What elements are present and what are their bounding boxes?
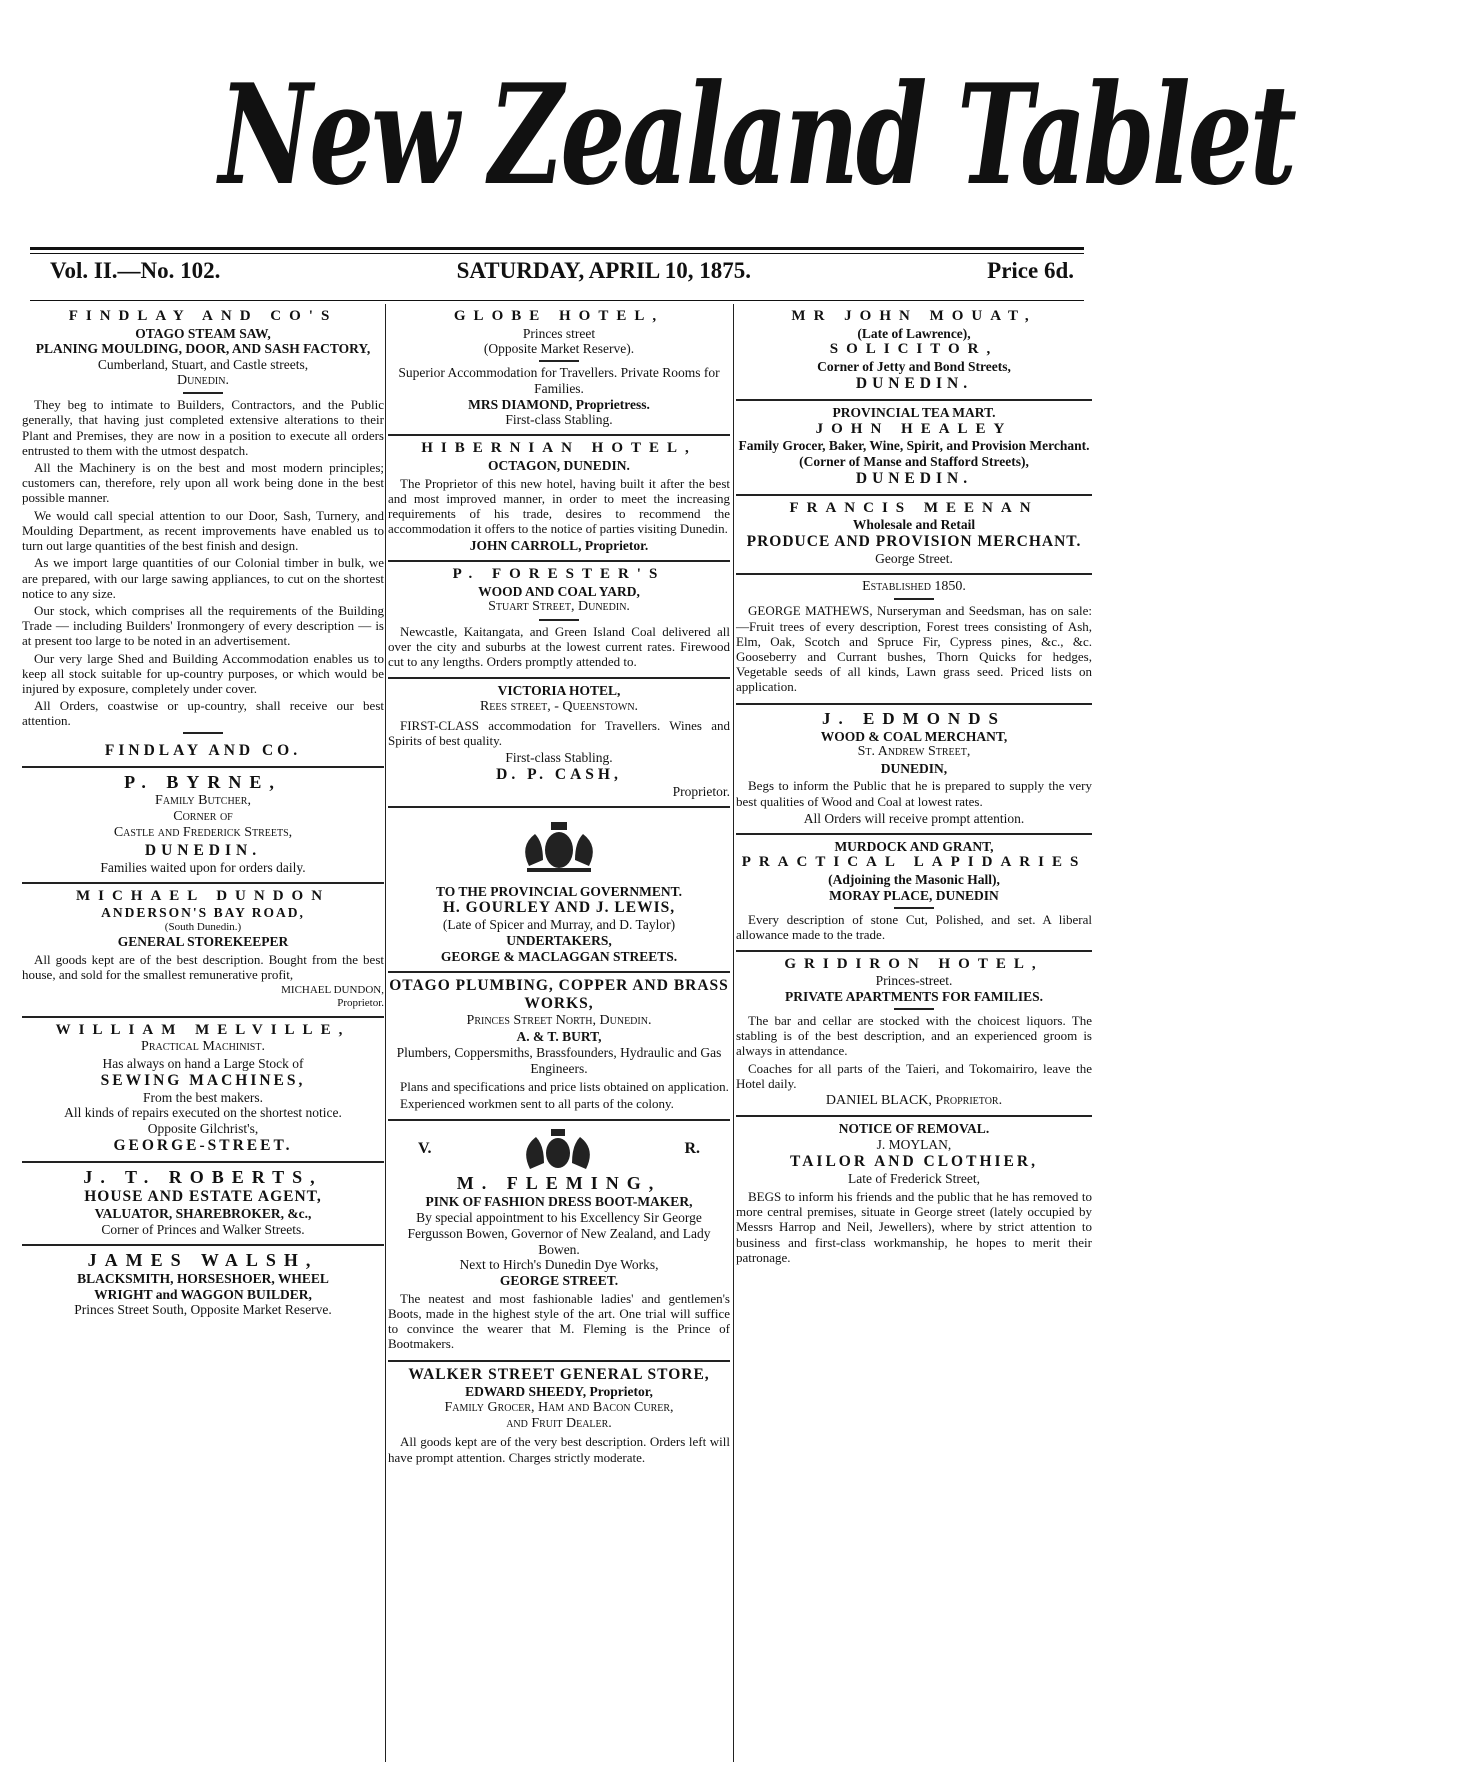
column-1	[22, 304, 384, 1762]
ad-line: GEORGE-STREET.	[113, 1137, 293, 1154]
ad-body: Our stock, which comprises all the requirements of the Building Trade — including Builders' Ironmongery of every description — is at present too large to be noted in an advertisement.	[22, 602, 384, 649]
ad-signature-title: Proprietor.	[337, 996, 384, 1009]
ad-line: SOLICITOR,	[829, 341, 999, 358]
ad-line: and Fruit Dealer.	[506, 1415, 612, 1431]
ad-line: Opposite Gilchrist's,	[147, 1121, 259, 1137]
ad-fleming	[388, 1119, 730, 1360]
ad-meenan	[736, 494, 1092, 573]
ad-line: Princes street	[522, 325, 596, 341]
ad-line: TAILOR AND CLOTHIER,	[790, 1152, 1038, 1170]
ad-body: BEGS to inform his friends and the public that he has removed to more central premises, situate in George street (lately occupied by Messrs Harrop and Neil, Jewellers), where by strict attention to business and first-class workmanship, he hopes to merit their patronage.	[736, 1188, 1092, 1265]
warrant-v: V.	[418, 1139, 432, 1157]
ad-moylan	[736, 1115, 1092, 1272]
ad-heading: H. GOURLEY AND J. LEWIS,	[442, 899, 676, 917]
ad-line: Established 1850.	[862, 579, 966, 595]
ad-line: Family Grocer, Baker, Wine, Spirit, and Provision Merchant.	[738, 438, 1090, 454]
ad-line: A. & T. BURT,	[516, 1029, 602, 1045]
ad-line: (Opposite Market Reserve).	[483, 341, 635, 357]
ad-heading: JOHN HEALEY	[815, 420, 1013, 437]
ad-heading: P. FORESTER'S	[452, 566, 666, 583]
ad-body: All goods kept are of the very best description. Orders left will have prompt attention. Charges strictly moderate.	[388, 1434, 730, 1465]
ad-line: Family Butcher,	[155, 792, 251, 808]
ad-line: BLACKSMITH, HORSESHOER, WHEEL	[77, 1270, 329, 1286]
column-divider	[733, 304, 734, 1762]
ad-line: Rees street, - Queenstown.	[479, 699, 639, 715]
ad-line: MURDOCK AND GRANT,	[834, 838, 994, 854]
ad-heading: MR JOHN MOUAT,	[791, 308, 1037, 324]
ad-globe	[388, 304, 730, 434]
ad-line: Plumbers, Coppersmiths, Brassfounders, Hydraulic and Gas Engineers.	[396, 1045, 722, 1076]
ad-heading: FINDLAY AND CO'S	[68, 308, 338, 324]
ad-body: Superior Accommodation for Travellers. Private Rooms for Families.	[398, 365, 720, 396]
ad-line: Castle and Frederick Streets,	[113, 825, 293, 841]
ad-line: ANDERSON'S BAY ROAD,	[101, 905, 305, 921]
ad-heading: JAMES WALSH,	[87, 1249, 319, 1270]
ad-body: Newcastle, Kaitangata, and Green Island Coal delivered all over the city and suburbs at the lowest current rates. Firewood cut to any lengths. Orders promptly attended to.	[388, 623, 730, 670]
ad-line: WOOD AND COAL YARD,	[478, 583, 640, 599]
ad-line: George Street.	[875, 551, 953, 567]
ad-line: All Orders will receive prompt attention.	[803, 810, 1025, 826]
ad-line: UNDERTAKERS,	[506, 933, 612, 949]
ad-line: WOOD & COAL MERCHANT,	[820, 728, 1008, 744]
ad-line: GEORGE & MACLAGGAN STREETS.	[440, 948, 678, 964]
ad-body: Experienced workmen sent to all parts of the colony.	[400, 1095, 674, 1111]
ad-line: OCTAGON, DUNEDIN.	[488, 457, 630, 473]
ad-byrne	[22, 766, 384, 882]
issue-line	[50, 258, 1074, 292]
ad-line: GENERAL STOREKEEPER	[117, 933, 289, 949]
ad-line: Princes-street.	[875, 973, 953, 989]
ad-body: The bar and cellar are stocked with the choicest liquors. The stabling is of the best description, and an experienced groom is always in attendance.	[736, 1013, 1092, 1059]
ad-line: Corner of Jetty and Bond Streets,	[817, 358, 1011, 374]
ad-line: Late of Frederick Street,	[848, 1171, 980, 1187]
ad-walsh	[22, 1244, 384, 1324]
divider	[894, 1008, 934, 1010]
ad-body: The Proprietor of this new hotel, having built it after the best and most improved manner, in order to meet the increasing requirements of his trade, desires to recommend the accommodation it offers to the notice of parties visiting Dunedin.	[388, 475, 730, 537]
divider	[539, 360, 579, 362]
ad-mathews	[736, 573, 1092, 703]
ad-heading: MICHAEL DUNDON	[75, 887, 331, 904]
ad-line: All kinds of repairs executed on the shortest notice.	[64, 1105, 342, 1121]
ad-heading: FRANCIS MEENAN	[789, 499, 1039, 516]
ad-line: (South Dunedin.)	[164, 921, 242, 934]
ad-line: PROVINCIAL TEA MART.	[832, 404, 996, 420]
ad-heading: HIBERNIAN HOTEL,	[421, 440, 697, 457]
ad-city: DUNEDIN.	[855, 374, 973, 392]
ad-heading: WILLIAM MELVILLE,	[55, 1021, 351, 1038]
ad-line: Princes Street North, Dunedin.	[466, 1013, 652, 1028]
ad-line: From the best makers.	[143, 1089, 263, 1105]
ad-signature-title: Proprietor.	[672, 783, 730, 799]
ad-line: First-class Stabling.	[505, 750, 613, 766]
warrant-r: R.	[684, 1139, 700, 1157]
ad-body: Coaches for all parts of the Taieri, and Tokomairiro, leave the Hotel daily.	[736, 1060, 1092, 1091]
ad-heading: GRIDIRON HOTEL,	[784, 955, 1044, 972]
ad-line: Wholesale and Retail	[852, 517, 976, 533]
royal-crest-icon	[508, 1125, 608, 1173]
ad-body: Every description of stone Cut, Polished, and set. A liberal allowance made to the trade.	[736, 911, 1092, 942]
ad-signature: DANIEL BLACK, Proprietor.	[825, 1093, 1003, 1109]
divider	[539, 619, 579, 621]
ad-gridiron	[736, 950, 1092, 1116]
ad-roberts	[22, 1161, 384, 1244]
ad-line: By special appointment to his Excellency Sir George Fergusson Bowen, Governor of New Zealand, and Lady Bowen.	[407, 1209, 711, 1257]
ad-line: NOTICE OF REMOVAL.	[838, 1121, 990, 1137]
masthead-rule	[30, 247, 1084, 254]
ad-line: PRODUCE AND PROVISION MERCHANT.	[746, 533, 1082, 551]
ad-gourley	[388, 806, 730, 971]
masthead	[30, 40, 1294, 230]
ad-edmonds	[736, 703, 1092, 833]
ad-heading: P. BYRNE,	[124, 771, 282, 792]
ad-heading: PRACTICAL LAPIDARIES	[741, 854, 1087, 871]
ad-heading: GLOBE HOTEL,	[453, 308, 665, 324]
ad-body: All Orders, coastwise or up-country, shall receive our best attention.	[22, 698, 384, 729]
ad-line: First-class Stabling.	[505, 412, 613, 428]
ad-line: (Late of Spicer and Murray, and D. Taylor)	[442, 917, 676, 933]
ad-city: DUNEDIN,	[880, 760, 948, 776]
ad-line: Next to Hirch's Dunedin Dye Works,	[459, 1257, 659, 1273]
coat-of-arms-icon	[499, 816, 619, 876]
divider	[183, 732, 223, 734]
ad-line: EDWARD SHEEDY, Proprietor,	[465, 1383, 653, 1399]
ad-line: HOUSE AND ESTATE AGENT,	[84, 1188, 322, 1206]
ad-body: All goods kept are of the best description. Bought from the best house, and sold for the smallest remunerative profit,	[22, 951, 384, 982]
ad-line: VALUATOR, SHAREBROKER, &c.,	[94, 1206, 312, 1222]
ad-signature: MICHAEL DUNDON,	[281, 984, 384, 997]
ad-line: J. MOYLAN,	[876, 1137, 952, 1153]
ad-heading: WALKER STREET GENERAL STORE,	[408, 1365, 710, 1383]
ad-line: (Late of Lawrence),	[857, 325, 971, 341]
divider	[894, 907, 934, 909]
ad-line: TO THE PROVINCIAL GOVERNMENT.	[435, 883, 683, 899]
ad-line: OTAGO STEAM SAW,	[135, 325, 271, 341]
ad-city: DUNEDIN.	[144, 841, 262, 859]
ad-city: DUNEDIN.	[855, 469, 973, 487]
issue-price: Price 6d.	[987, 258, 1074, 283]
ad-signature: D. P. CASH,	[496, 765, 622, 783]
ad-victoria	[388, 677, 730, 805]
ad-line: (Adjoining the Masonic Hall),	[828, 871, 1000, 887]
masthead-title: New Zealand Tablet	[218, 53, 1294, 216]
ad-line: WRIGHT and WAGGON BUILDER,	[94, 1286, 312, 1302]
column-3	[736, 304, 1092, 1762]
ad-body: GEORGE MATHEWS, Nurseryman and Seedsman, has on sale:—Fruit trees of every description, Forest trees consisting of Ash, Elm, Oak, Scotch and Spruce Fir, Cypress pines, &c., &c. Gooseberry and Currant bushes, Thorn Quicks for hedges, Vegetable seeds of all kinds, Lawn grass seed. Priced lists on application.	[736, 603, 1092, 695]
ad-signature: JOHN CARROLL, Proprietor.	[469, 538, 649, 554]
ad-line: PRIVATE APARTMENTS FOR FAMILIES.	[784, 989, 1044, 1005]
ad-plumbing	[388, 971, 730, 1119]
ad-line: Family Grocer, Ham and Bacon Curer,	[444, 1399, 674, 1415]
ad-signature: MRS DIAMOND, Proprietress.	[468, 396, 650, 412]
ad-address: Cumberland, Stuart, and Castle streets,	[97, 357, 309, 373]
ad-line: Has always on hand a Large Stock of	[102, 1055, 304, 1071]
ad-melville	[22, 1016, 384, 1161]
royal-warrant	[388, 1125, 730, 1173]
ad-line: MORAY PLACE, DUNEDIN	[829, 887, 999, 903]
ad-heading: M. FLEMING,	[456, 1173, 662, 1194]
ad-mouat	[736, 304, 1092, 399]
ad-body: They beg to intimate to Builders, Contractors, and the Public generally, that having just completed extensive alterations to their Plant and Premises, they are now in a position to execute all orders entrusted to them with the utmost despatch.	[22, 397, 384, 458]
issue-date: SATURDAY, APRIL 10, 1875.	[456, 258, 751, 283]
ad-line: Corner of	[173, 809, 233, 825]
ad-body: As we import large quantities of our Colonial timber in bulk, we are prepared, with our large sawing appliances, to cut on the shortest notice to any size.	[22, 555, 384, 601]
ad-heading: J. T. ROBERTS,	[83, 1167, 323, 1188]
ad-forester	[388, 560, 730, 677]
ad-signature: FINDLAY AND CO.	[104, 741, 302, 759]
column-divider	[385, 304, 386, 1762]
ad-healey	[736, 399, 1092, 494]
ad-line: SEWING MACHINES,	[100, 1071, 306, 1089]
ad-murdock	[736, 833, 1092, 950]
ad-hibernian	[388, 434, 730, 560]
ad-line: PINK OF FASHION DRESS BOOT-MAKER,	[425, 1194, 693, 1210]
ad-findlay	[22, 304, 384, 766]
ad-body: Begs to inform the Public that he is prepared to supply the very best qualities of Wood and Coal at lowest rates.	[736, 778, 1092, 809]
ad-body: FIRST-CLASS accommodation for Travellers. Wines and Spirits of best quality.	[388, 717, 730, 748]
issue-rule	[30, 300, 1084, 301]
ad-line: St. Andrew Street,	[857, 744, 971, 760]
issue-volume: Vol. II.—No. 102.	[50, 258, 221, 283]
ad-line: Corner of Princes and Walker Streets.	[101, 1222, 305, 1238]
ad-line: Princes Street South, Opposite Market Reserve.	[74, 1302, 332, 1318]
ad-body: We would call special attention to our Door, Sash, Turnery, and Moulding Department, as recent improvements have enabled us to turn out large quantities of the best finish and design.	[22, 507, 384, 554]
ad-heading: VICTORIA HOTEL,	[497, 683, 621, 699]
ad-line: Stuart Street, Dunedin.	[488, 599, 630, 615]
ad-line: Practical Machinist.	[141, 1039, 265, 1055]
ad-body: All the Machinery is on the best and most modern principles; customers can, therefore, rely upon all work being done in the best possible manner.	[22, 460, 384, 506]
ad-line: GEORGE STREET.	[499, 1273, 619, 1289]
ad-line: Families waited upon for orders daily.	[100, 859, 306, 875]
ad-heading: OTAGO PLUMBING, COPPER AND BRASS WORKS,	[389, 976, 729, 1012]
ad-walker-store	[388, 1360, 730, 1473]
ad-heading: J. EDMONDS	[822, 708, 1006, 728]
divider	[894, 598, 934, 600]
ad-line: PLANING MOULDING, DOOR, AND SASH FACTORY,	[35, 341, 371, 357]
ad-body: Plans and specifications and price lists obtained on application.	[400, 1078, 729, 1094]
ad-body: Our very large Shed and Building Accommodation enables us to keep all stock suitable for up-country purposes, or which would be injured by exposure, completely under cover.	[22, 650, 384, 696]
divider	[183, 392, 223, 394]
ad-city: Dunedin.	[177, 372, 229, 388]
ad-body: The neatest and most fashionable ladies' and gentlemen's Boots, made in the highest style of the art. One trial will suffice to convince the wearer that M. Fleming is the Prince of Bootmakers.	[388, 1290, 730, 1352]
ad-dundon	[22, 882, 384, 1016]
ad-line: (Corner of Manse and Stafford Streets),	[799, 453, 1029, 469]
column-2	[388, 304, 730, 1762]
